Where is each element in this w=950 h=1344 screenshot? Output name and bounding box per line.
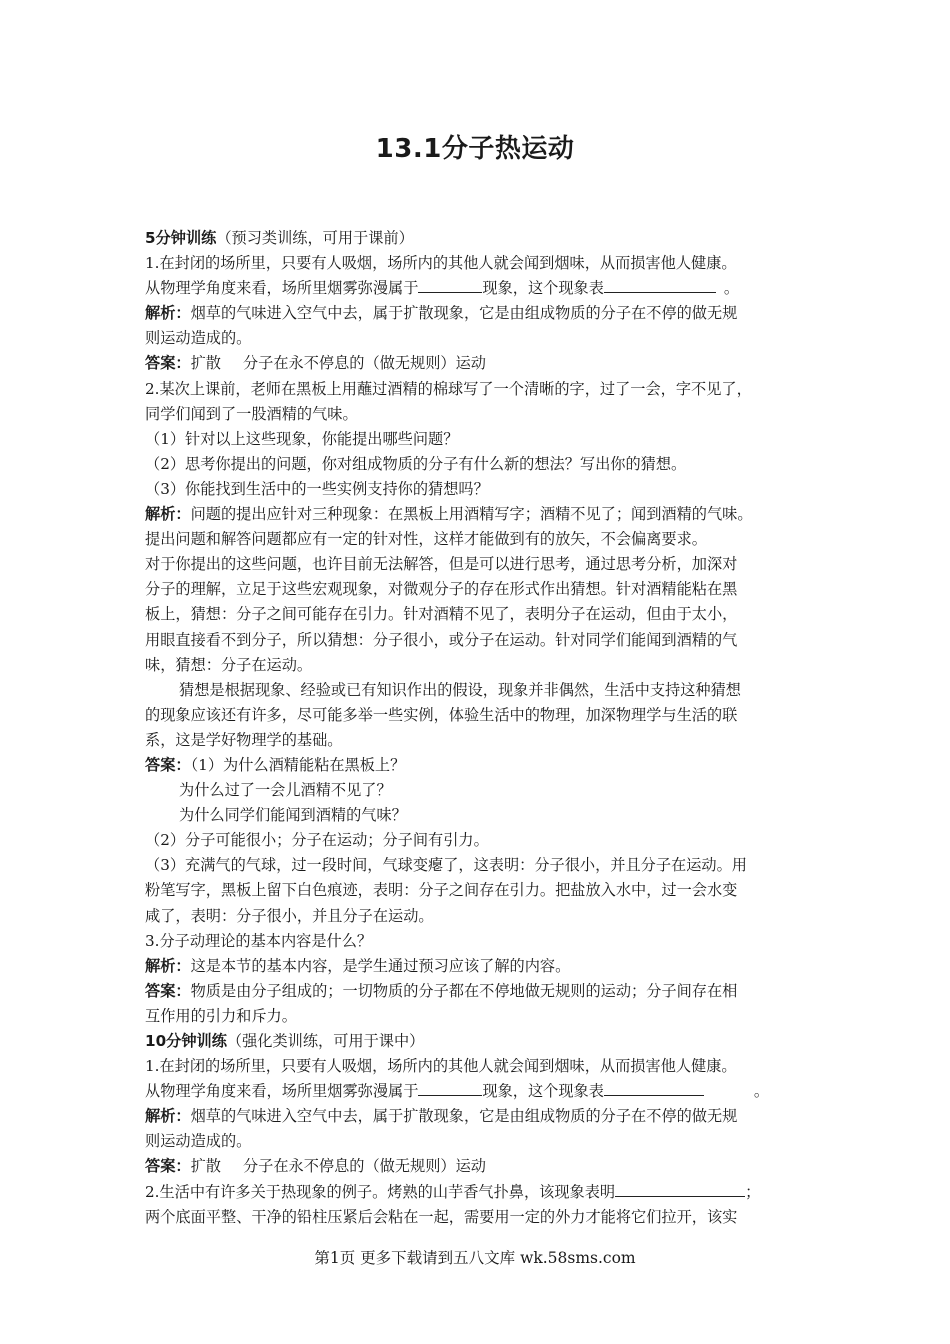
- page-footer: 第1页 更多下载请到五八文库 wk.58sms.com: [314, 1249, 636, 1267]
- analysis-line: [145, 1104, 817, 1129]
- question-text: 2.生活中有许多关于热现象的例子。烤熟的山芋香气扑鼻，该现象表明: [145, 1182, 616, 1201]
- sub-question: （2）思考你提出的问题，你对组成物质的分子有什么新的想法？写出你的猜想。: [145, 454, 687, 473]
- analysis-text: 这是本节的基本内容，是学生通过预习应该了解的内容。: [190, 956, 571, 975]
- fill-blank: [418, 1080, 482, 1096]
- answer-line: [145, 351, 817, 376]
- analysis-text: 问题的提出应针对三种现象：在黑板上用酒精写字；酒精不见了；闻到酒精的气味。: [190, 505, 753, 524]
- section-note: （预习类训练，可用于课前）: [216, 229, 414, 247]
- analysis-line: 的现象应该还有许多，尽可能多举一些实例，体验生活中的物理，加深物理学与生活的联: [145, 705, 738, 724]
- answer-text: 扩散: [190, 354, 221, 373]
- sub-question: （3）你能找到生活中的一些实例支持你的猜想吗？: [145, 479, 489, 498]
- fill-blank: [604, 1080, 704, 1096]
- question-line: 3.分子动理论的基本内容是什么？: [145, 931, 373, 950]
- question-line: 2.某次上课前，老师在黑板上用蘸过酒精的棉球写了一个清晰的字，过了一会，字不见了，: [145, 379, 752, 398]
- document-body: [145, 226, 817, 1230]
- question-line: [145, 1079, 817, 1104]
- section-heading: [145, 226, 817, 251]
- answer-line: [145, 1154, 817, 1179]
- question-line: 1.在封闭的场所里，只要有人吸烟，场所内的其他人就会闻到烟味，从而损害他人健康。: [145, 1057, 737, 1076]
- analysis-line: 则运动造成的。: [145, 329, 252, 348]
- analysis-text: 烟草的气味进入空气中去，属于扩散现象，它是由组成物质的分子在不停的做无规: [190, 304, 738, 323]
- analysis-line: 对于你提出的这些问题，也许目前无法解答，但是可以进行思考，通过思考分析，加深对: [145, 555, 738, 574]
- question-line: [145, 276, 817, 301]
- fill-blank: [615, 1181, 745, 1197]
- answer-line: [145, 753, 817, 778]
- answer-line: 为什么过了一会儿酒精不见了？: [179, 781, 392, 800]
- analysis-line: 味，猜想：分子在运动。: [145, 655, 313, 674]
- answer-line: 粉笔写字，黑板上留下白色痕迹，表明：分子之间存在引力。把盐放入水中，过一会水变: [145, 881, 738, 900]
- analysis-label: 解析：: [145, 956, 191, 975]
- answer-label: 答案：: [145, 981, 191, 1000]
- question-line: 1.在封闭的场所里，只要有人吸烟，场所内的其他人就会闻到烟味，从而损害他人健康。: [145, 254, 737, 273]
- analysis-line: 猜想是根据现象、经验或已有知识作出的假设，现象并非偶然，生活中支持这种猜想: [179, 680, 741, 699]
- answer-line: 互作用的引力和斥力。: [145, 1006, 297, 1025]
- answer-label: 答案：: [145, 755, 191, 774]
- fill-blank: [418, 277, 482, 293]
- analysis-line: [145, 502, 817, 527]
- analysis-label: 解析：: [145, 1107, 191, 1126]
- answer-text: 分子在永不停息的（做无规则）运动: [242, 1157, 486, 1176]
- question-text: 现象，这个现象表: [482, 279, 604, 298]
- fill-blank: [604, 277, 716, 293]
- answer-text: 分子在永不停息的（做无规则）运动: [242, 354, 486, 373]
- answer-text: 物质是由分子组成的；一切物质的分子都在不停地做无规则的运动；分子间存在相: [190, 981, 738, 1000]
- analysis-line: 板上，猜想：分子之间可能存在引力。针对酒精不见了，表明分子在运动，但由于太小，: [145, 605, 738, 624]
- sub-question: （1）针对以上这些现象，你能提出哪些问题？: [145, 429, 459, 448]
- answer-label: 答案：: [145, 1157, 191, 1176]
- answer-text: （1）为什么酒精能粘在黑板上？: [190, 755, 406, 774]
- analysis-line: [145, 954, 817, 979]
- question-line: 两个底面平整、干净的铅柱压紧后会粘在一起，需要用一定的外力才能将它们拉开，该实: [145, 1207, 738, 1226]
- analysis-label: 解析：: [145, 304, 191, 323]
- answer-text: 扩散: [190, 1157, 221, 1176]
- question-line: 同学们闻到了一股酒精的气味。: [145, 404, 358, 423]
- question-text: 。: [753, 1082, 770, 1101]
- analysis-text: 烟草的气味进入空气中去，属于扩散现象，它是由组成物质的分子在不停的做无规: [190, 1107, 738, 1126]
- question-text: ；: [745, 1182, 761, 1201]
- analysis-line: 则运动造成的。: [145, 1132, 252, 1151]
- answer-line: 咸了，表明：分子很小，并且分子在运动。: [145, 906, 434, 925]
- section-title: 5分钟训练: [145, 229, 217, 247]
- analysis-line: 分子的理解，立足于这些宏观现象，对微观分子的存在形式作出猜想。针对酒精能粘在黑: [145, 580, 738, 599]
- question-text: 。: [723, 279, 740, 298]
- analysis-label: 解析：: [145, 505, 191, 524]
- question-text: 从物理学角度来看，场所里烟雾弥漫属于: [145, 1082, 419, 1101]
- question-line: [145, 1180, 817, 1205]
- analysis-line: 提出问题和解答问题都应有一定的针对性，这样才能做到有的放矢，不会偏离要求。: [145, 530, 707, 549]
- answer-line: （2）分子可能很小；分子在运动；分子间有引力。: [145, 831, 489, 850]
- section-heading: [145, 1029, 817, 1054]
- section-note: （强化类训练，可用于课中）: [226, 1032, 425, 1050]
- section-title: 10分钟训练: [145, 1032, 227, 1050]
- answer-line: 为什么同学们能闻到酒精的气味？: [179, 806, 407, 825]
- answer-line: [145, 979, 817, 1004]
- analysis-line: 用眼直接看不到分子，所以猜想：分子很小，或分子在运动。针对同学们能闻到酒精的气: [145, 630, 738, 649]
- answer-label: 答案：: [145, 354, 191, 373]
- page-title: 13.1分子热运动: [375, 134, 575, 164]
- question-text: 现象，这个现象表: [482, 1082, 604, 1101]
- analysis-line: 系，这是学好物理学的基础。: [145, 730, 343, 749]
- question-text: 从物理学角度来看，场所里烟雾弥漫属于: [145, 279, 419, 298]
- analysis-line: [145, 301, 817, 326]
- answer-line: （3）充满气的气球，过一段时间，气球变瘪了，这表明：分子很小，并且分子在运动。用: [145, 856, 747, 875]
